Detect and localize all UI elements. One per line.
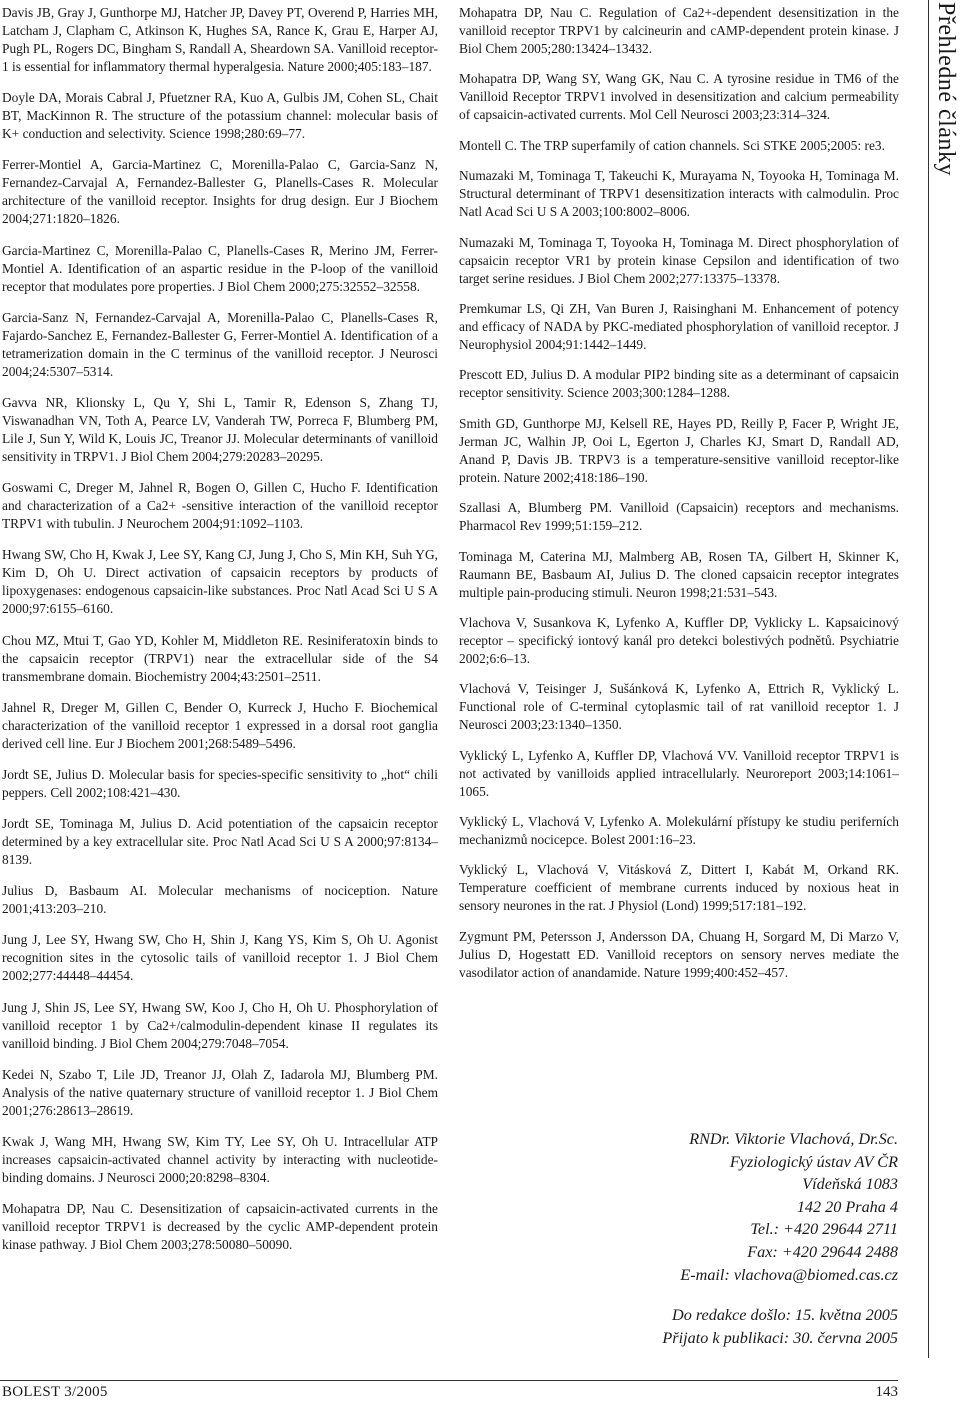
reference-item: Goswami C, Dreger M, Jahnel R, Bogen O, Gillen C, Hucho F. Identification and characterization of a Ca2+ -sensitive interaction of the vanilloid receptor TRPV1 with tubulin. J Neurochem 2004;91:1092–1103. — [2, 480, 438, 532]
reference-item: Szallasi A, Blumberg PM. Vanilloid (Capsaicin) receptors and mechanisms. Pharmacol Rev 1999;51:159–212. — [459, 500, 899, 534]
reference-item: Vyklický L, Lyfenko A, Kuffler DP, Vlachová VV. Vanilloid receptor TRPV1 is not activated by vanilloids applied intracellularly. Neuroreport 2003;14:1061–1065. — [459, 747, 899, 799]
references-right-column — [459, 4, 899, 994]
page-number: 143 — [875, 1384, 898, 1400]
reference-item: Vlachová V, Teisinger J, Sušánková K, Lyfenko A, Ettrich R, Vyklický L. Functional role of C-terminal cytoplasmic tail of rat vanilloid receptor 1. J Neurosci 2003;23:1340–1350. — [459, 681, 899, 733]
author-name: RNDr. Viktorie Vlachová, Dr.Sc. — [689, 1130, 898, 1148]
reference-item: Jordt SE, Tominaga M, Julius D. Acid potentiation of the capsaicin receptor determined by a key extracellular site. Proc Natl Acad Sci U S A 2000;97:8134–8139. — [2, 816, 438, 868]
reference-item: Numazaki M, Tominaga T, Toyooka H, Tominaga M. Direct phosphorylation of capsaicin receptor VR1 by protein kinase Cepsilon and identification of two target serine residues. J Biol Chem 2002;277:13375–13378. — [459, 234, 899, 286]
references-left-column — [2, 4, 438, 1267]
author-street: Vídeňská 1083 — [802, 1175, 898, 1194]
reference-item: Jung J, Lee SY, Hwang SW, Cho H, Shin J, Kang YS, Kim S, Oh U. Agonist recognition sites in the cytosolic tails of vanilloid receptor 1. J Biol Chem 2002;277:44448–44454. — [2, 932, 438, 984]
reference-item: Garcia-Sanz N, Fernandez-Carvajal A, Morenilla-Palao C, Planells-Cases R, Fajardo-Sanchez E, Fernandez-Ballester G, Ferrer-Montiel A. Identification of a tetramerization domain in the C terminus of the vanilloid receptor. J Neurosci 2004;24:5307–5314. — [2, 309, 438, 379]
author-city: 142 20 Praha 4 — [796, 1197, 898, 1216]
author-email: E-mail: vlachova@biomed.cas.cz — [680, 1265, 898, 1284]
author-fax: Fax: +420 29644 2488 — [747, 1242, 898, 1261]
reference-item: Vyklický L, Vlachová V, Lyfenko A. Molekulární přístupy ke studiu periferních mechanizmů nocicepce. Bolest 2001:16–23. — [459, 814, 899, 848]
accepted-date: Přijato k publikaci: 30. června 2005 — [662, 1328, 898, 1347]
author-institute: Fyziologický ústav AV ČR — [729, 1152, 898, 1171]
reference-item: Kwak J, Wang MH, Hwang SW, Kim TY, Lee SY, Oh U. Intracellular ATP increases capsaicin-activated channel activity by interacting with nucleotide-binding domains. J Neurosci 2000;20:8298–8304. — [2, 1134, 438, 1185]
reference-item: Julius D, Basbaum AI. Molecular mechanisms of nociception. Nature 2001;413:203–210. — [2, 883, 438, 917]
reference-item: Numazaki M, Tominaga T, Takeuchi K, Murayama N, Toyooka H, Tominaga M. Structural determinant of TRPV1 desensitization interacts with calmodulin. Proc Natl Acad Sci U S A 2003;100:8002–8006. — [459, 168, 899, 220]
reference-item: Jahnel R, Dreger M, Gillen C, Bender O, Kurreck J, Hucho F. Biochemical characterization of the vanilloid receptor 1 expressed in a dorsal root ganglia derived cell line. Eur J Biochem 2001;268:5489–5496. — [2, 699, 438, 751]
reference-item: Jung J, Shin JS, Lee SY, Hwang SW, Koo J, Cho H, Oh U. Phosphorylation of vanilloid receptor 1 by Ca2+/calmodulin-dependent kinase II regulates its vanilloid binding. J Biol Chem 2004;279:7048–7054. — [2, 999, 438, 1051]
reference-item: Chou MZ, Mtui T, Gao YD, Kohler M, Middleton RE. Resiniferatoxin binds to the capsaicin receptor (TRPV1) near the extracellular side of the S4 transmembrane domain. Biochemistry 2004;43:2501–2511. — [2, 632, 438, 684]
reference-item: Mohapatra DP, Wang SY, Wang GK, Nau C. A tyrosine residue in TM6 of the Vanilloid Receptor TRPV1 involved in desensitization and calcium permeability of capsaicin-activated currents. Mol Cell Neurosci 2003;23:314–324. — [459, 71, 899, 123]
reference-item: Davis JB, Gray J, Gunthorpe MJ, Hatcher JP, Davey PT, Overend P, Harries MH, Latcham J, Clapham C, Atkinson K, Hughes SA, Rance K, Grau E, Harper AJ, Pugh PL, Rogers DC, Bingham S, Randall A, Sheardown SA. Vanilloid receptor-1 is essential for inflammatory thermal hyperalgesia. Nature 2000;405:183–187. — [2, 5, 438, 74]
reference-item: Mohapatra DP, Nau C. Regulation of Ca2+-dependent desensitization in the vanilloid receptor TRPV1 by calcineurin and cAMP-dependent protein kinase. J Biol Chem 2005;280:13424–13432. — [459, 5, 899, 56]
reference-item: Prescott ED, Julius D. A modular PIP2 binding site as a determinant of capsaicin receptor sensitivity. Science 2003;300:1284–1288. — [459, 367, 899, 401]
reference-item: Smith GD, Gunthorpe MJ, Kelsell RE, Hayes PD, Reilly P, Facer P, Wright JE, Jerman JC, Walhin JP, Ooi L, Egerton J, Charles KJ, Smart D, Randall AD, Anand P, Davis JB. TRPV3 is a temperature-sensitive vanilloid receptor-like protein. Nature 2002;418:186–190. — [459, 415, 899, 485]
received-date: Do redakce došlo: 15. května 2005 — [672, 1306, 898, 1324]
reference-item: Hwang SW, Cho H, Kwak J, Lee SY, Kang CJ, Jung J, Cho S, Min KH, Suh YG, Kim D, Oh U. Direct activation of capsaicin receptors by products of lipoxygenases: endogenous capsaicin-like substances. Proc Natl Acad Sci U S A 2000;97:6155–6160. — [2, 547, 438, 617]
reference-item: Kedei N, Szabo T, Lile JD, Treanor JJ, Olah Z, Iadarola MJ, Blumberg PM. Analysis of the native quaternary structure of vanilloid receptor 1. J Biol Chem 2001;276:28613–28619. — [2, 1066, 438, 1118]
reference-item: Montell C. The TRP superfamily of cation channels. Sci STKE 2005;2005: re3. — [459, 137, 885, 153]
reference-item: Tominaga M, Caterina MJ, Malmberg AB, Rosen TA, Gilbert H, Skinner K, Raumann BE, Basbaum AI, Julius D. The cloned capsaicin receptor integrates multiple pain-producing stimuli. Neuron 1998;21:531–543. — [459, 548, 899, 600]
reference-item: Premkumar LS, Qi ZH, Van Buren J, Raisinghani M. Enhancement of potency and efficacy of NADA by PKC-mediated phosphorylation of vanilloid receptor. J Neurophysiol 2004;91:1442–1449. — [459, 300, 899, 352]
reference-item: Mohapatra DP, Nau C. Desensitization of capsaicin-activated currents in the vanilloid receptor TRPV1 is decreased by the cyclic AMP-dependent protein kinase pathway. J Biol Chem 2003;278:50080–50090. — [2, 1201, 438, 1253]
vertical-rule — [928, 0, 929, 1358]
reference-item: Doyle DA, Morais Cabral J, Pfuetzner RA, Kuo A, Gulbis JM, Cohen SL, Chait BT, MacKinnon R. The structure of the potassium channel: molecular basis of K+ conduction and selectivity. Science 1998;280:69–77. — [2, 90, 438, 142]
publication-dates — [600, 1304, 898, 1349]
reference-item: Garcia-Martinez C, Morenilla-Palao C, Planells-Cases R, Merino JM, Ferrer-Montiel A. Identification of an aspartic residue in the P-loop of the vanilloid receptor that modulates pore properties. J Biol Chem 2000;275:32552–32558. — [2, 242, 438, 294]
journal-issue: BOLEST 3/2005 — [2, 1384, 108, 1400]
reference-item: Vlachova V, Susankova K, Lyfenko A, Kuffler DP, Vyklicky L. Kapsaicinový receptor – specifický iontový kanál pro detekci bolestivých podnětů. Psychiatrie 2002;6:6–13. — [459, 614, 899, 666]
reference-item: Vyklický L, Vlachová V, Vitásková Z, Dittert I, Kabát M, Orkand RK. Temperature coefficient of membrane currents induced by noxious heat in sensory neurones in the rat. J Physiol (Lond) 1999;517:181–192. — [459, 862, 899, 914]
reference-item: Zygmunt PM, Petersson J, Andersson DA, Chuang H, Sorgard M, Di Marzo V, Julius D, Hogestatt ED. Vanilloid receptors on sensory nerves mediate the vasodilator action of anandamide. Nature 1999;400:452–457. — [459, 928, 899, 980]
reference-item: Ferrer-Montiel A, Garcia-Martinez C, Morenilla-Palao C, Garcia-Sanz N, Fernandez-Carvajal A, Fernandez-Ballester G, Planells-Cases R. Molecular architecture of the vanilloid receptor. Insights for drug design. Eur J Biochem 2004;271:1820–1826. — [2, 157, 438, 227]
reference-item: Jordt SE, Julius D. Molecular basis for species-specific sensitivity to „hot“ chili peppers. Cell 2002;108:421–430. — [2, 766, 438, 800]
author-tel: Tel.: +420 29644 2711 — [750, 1220, 898, 1239]
reference-item: Gavva NR, Klionsky L, Qu Y, Shi L, Tamir R, Edenson S, Zhang TJ, Viswanadhan VN, Toth A, Pearce LV, Vanderah TW, Porreca F, Blumberg PM, Lile J, Sun Y, Wild K, Louis JC, Treanor JJ. Molecular determinants of vanilloid sensitivity in TRPV1. J Biol Chem 2004;279:20283–20295. — [2, 394, 438, 464]
section-side-title: Přehledné články — [933, 2, 959, 176]
author-address — [600, 1128, 898, 1286]
footer-rule — [0, 1380, 898, 1381]
